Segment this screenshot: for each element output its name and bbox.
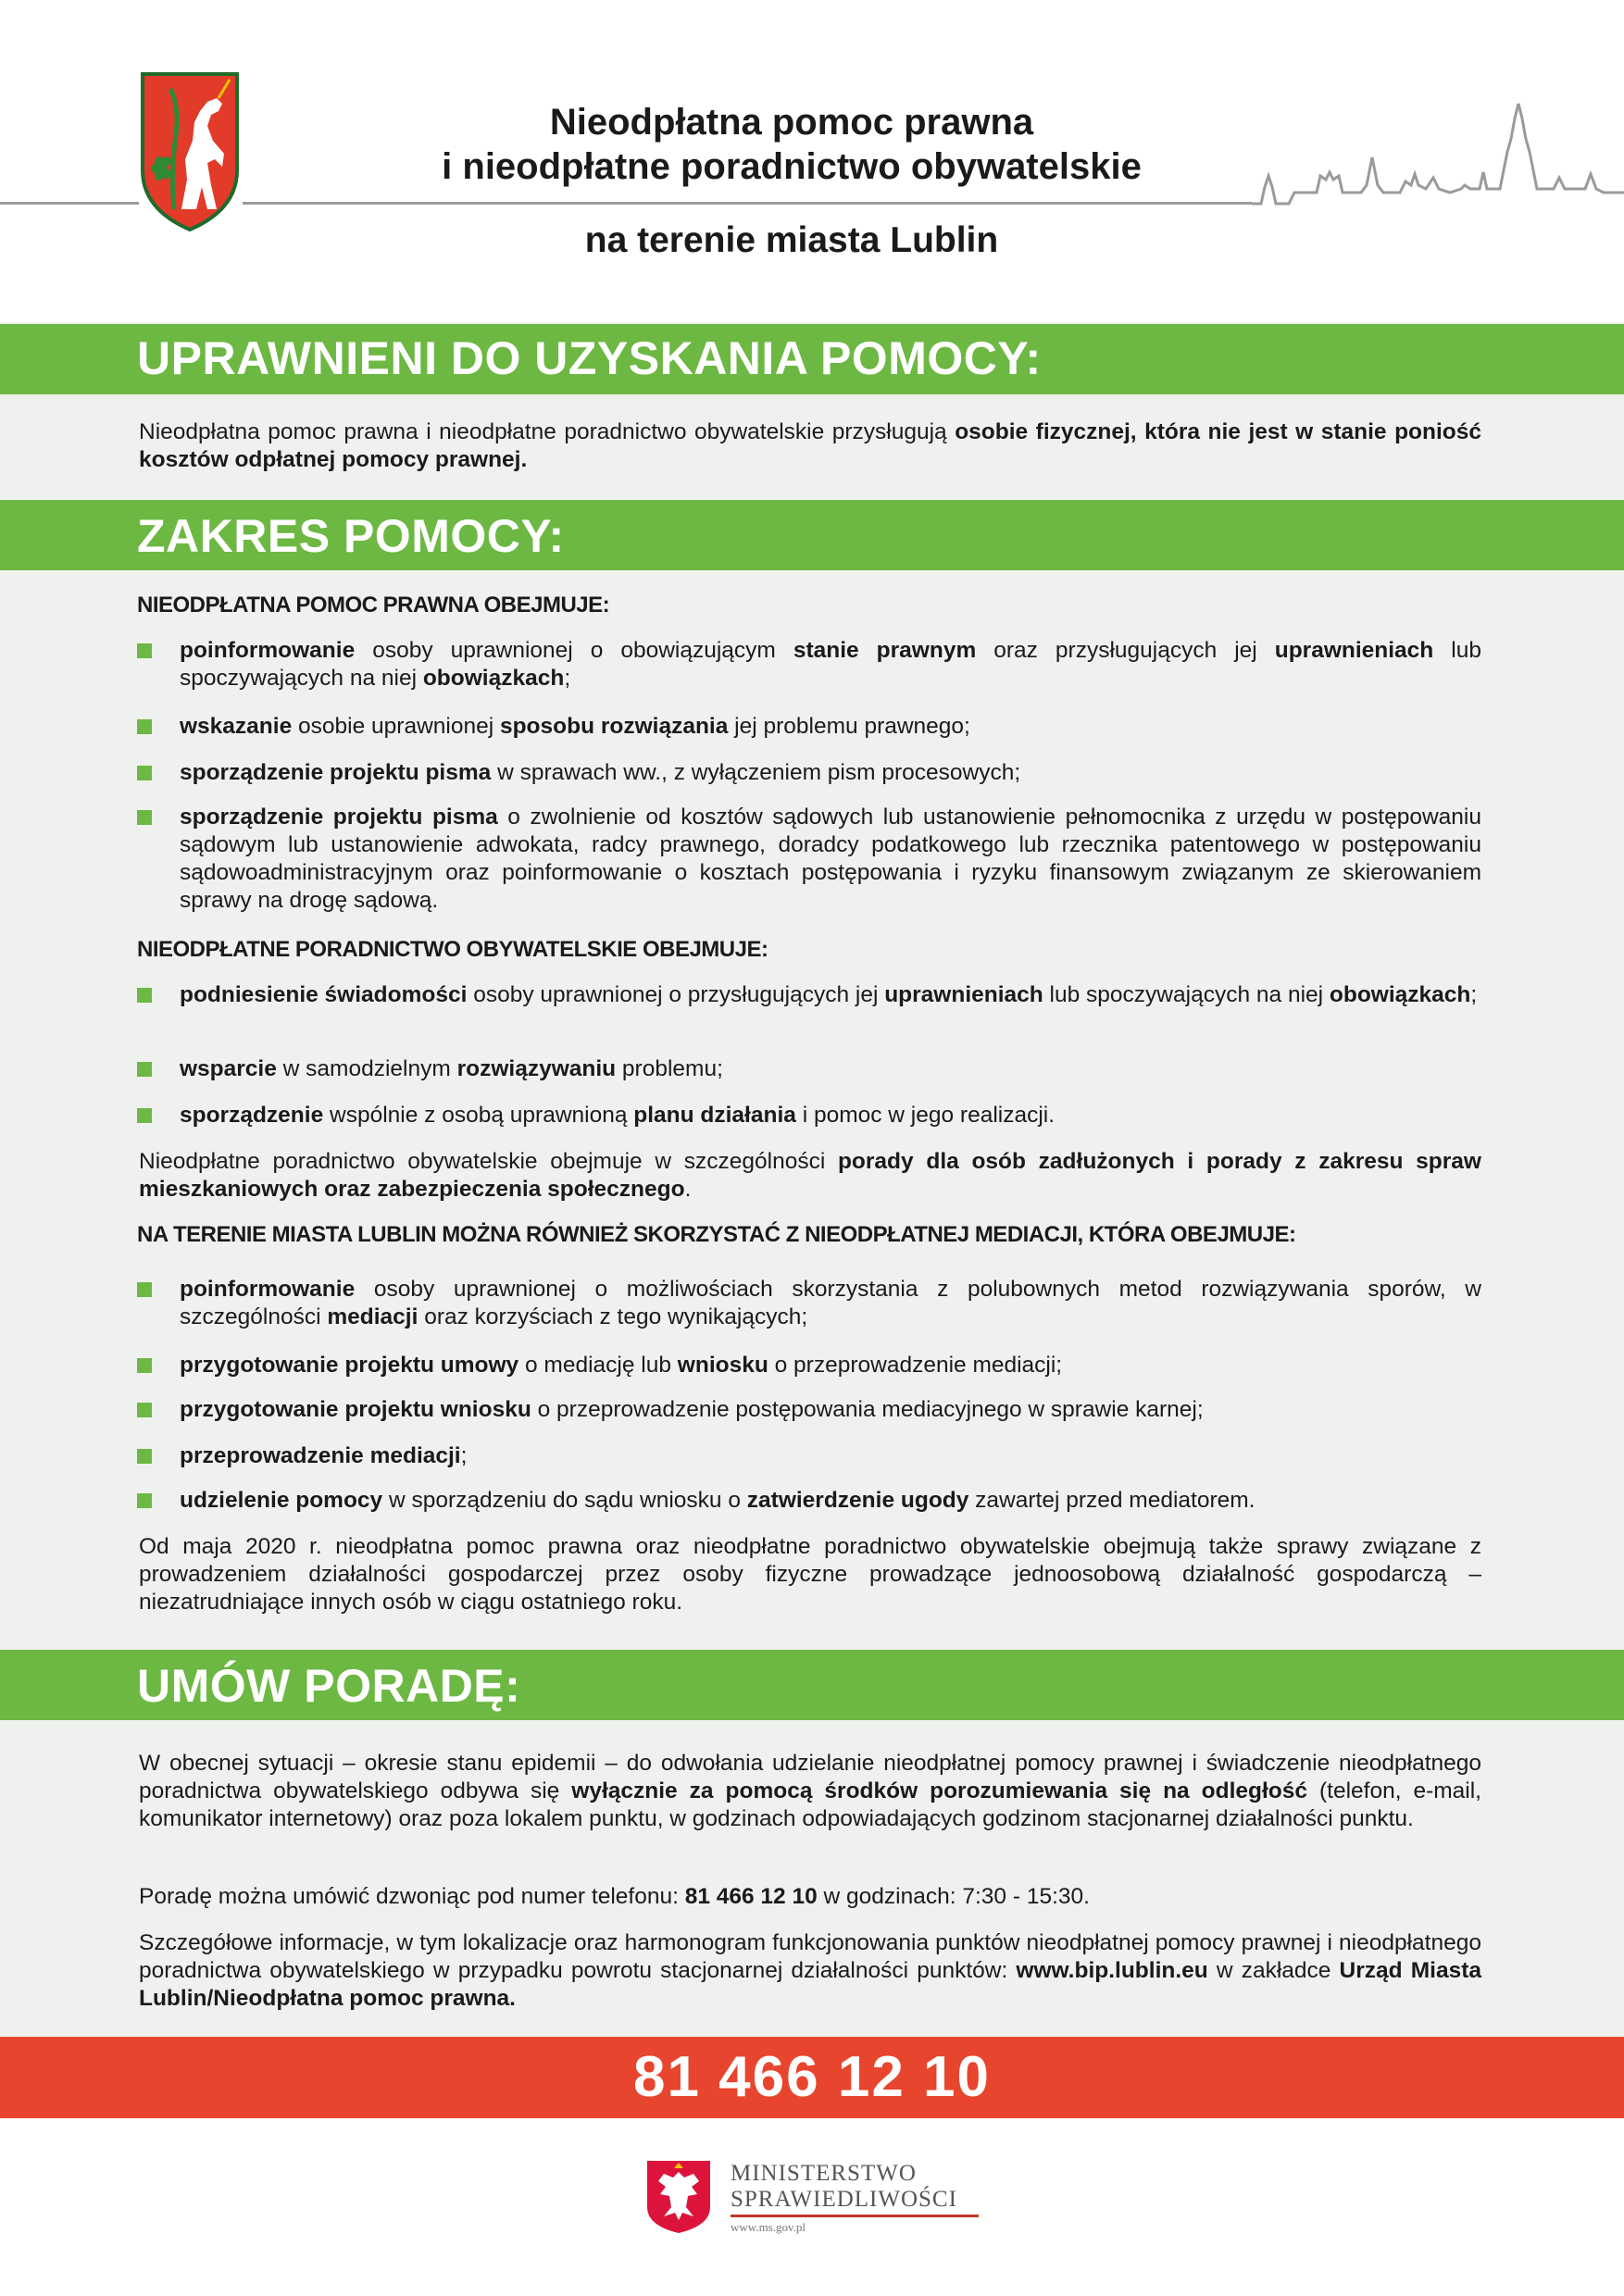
phone-banner (0, 2037, 1624, 2118)
phone-info: Poradę można umówić dzwoniąc pod numer telefonu: 81 466 12 10 w godzinach: 7:30 - 15:30. (139, 1884, 1090, 1909)
bullet-icon (137, 1062, 152, 1077)
section-title: UMÓW PORADĘ: (137, 1660, 521, 1712)
section-bar-scope (0, 500, 1624, 570)
header-rule-left (0, 202, 139, 205)
civic-advice-note: Nieodpłatne poradnictwo obywatelskie obejmuje w szczególności porady dla osób zadłużonych i porady z zakresu spraw mieszkaniowych oraz zabezpieczenia społecznego. (139, 1149, 1481, 1202)
eligibility-text: Nieodpłatna pomoc prawna i nieodpłatne poradnictwo obywatelskie przysługują osobie fizycznej, która nie jest w stanie poniość kosztów odpłatnej pomocy prawnej. (139, 419, 1481, 472)
phone-number[interactable]: 81 466 12 10 (632, 2045, 991, 2109)
bullet-icon (137, 1449, 152, 1464)
bullet-icon (137, 1493, 152, 1508)
polish-eagle-icon (645, 2159, 712, 2235)
section-title: UPRAWNIENI DO UZYSKANIA POMOCY: (137, 332, 1042, 384)
section-bar-appointment (0, 1650, 1624, 1720)
subheading-mediation: NA TERENIE MIASTA LUBLIN MOŻNA RÓWNIEŻ SKORZYSTAĆ Z NIEODPŁATNEJ MEDIACJI, KTÓRA OBEJMUJE: (137, 1222, 1296, 1247)
ministry-logo (645, 2153, 997, 2237)
bullet-icon (137, 1358, 152, 1373)
bullet-icon (137, 810, 152, 825)
section-title: ZAKRES POMOCY: (137, 510, 565, 562)
details-info: Szczegółowe informacje, w tym lokalizacje oraz harmonogram funkcjonowania punktów nieodpłatnej pomocy prawnej i nieodpłatnego poradnictwa obywatelskiego w przypadku powrotu stacjonarnej działalności punktów: www.bip.lublin.eu w zakładce Urząd Miasta Lublin/Nieodpłatna pomoc prawna. (139, 1930, 1481, 2011)
header (0, 0, 1624, 322)
bip-link[interactable]: www.bip.lublin.eu (1016, 1958, 1208, 1983)
subheading-legal-aid: NIEODPŁATNA POMOC PRAWNA OBEJMUJE: (137, 593, 610, 618)
section-bar-eligible (0, 324, 1624, 394)
header-rule (243, 202, 1252, 205)
subheading-civic-advice: NIEODPŁATNE PORADNICTWO OBYWATELSKIE OBEJMUJE: (137, 937, 768, 962)
bullet-icon (137, 1403, 152, 1417)
header-subtitle: na terenie miasta Lublin (584, 220, 999, 260)
business-note: Od maja 2020 r. nieodpłatna pomoc prawna oraz nieodpłatne poradnictwo obywatelskie obejmują także sprawy związane z prowadzeniem działalności gospodarczej przez osoby fizyczne prowadzące jednoosobową działalność gospodarczą – niezatrudniające innych osób w ciągu ostatniego roku. (139, 1534, 1481, 1615)
bullet-icon (137, 1282, 152, 1297)
ministry-name-line1: MINISTERSTWO (731, 2161, 917, 2186)
header-title: Nieodpłatna pomoc prawna i nieodpłatne poradnictwo obywatelskie (442, 102, 1142, 187)
ministry-rule (731, 2215, 979, 2217)
ministry-name-line2: SPRAWIEDLIWOŚCI (731, 2187, 957, 2212)
ministry-url[interactable]: www.ms.gov.pl (731, 2220, 806, 2234)
bullet-icon (137, 988, 152, 1003)
bullet-icon (137, 719, 152, 734)
epidemic-note: W obecnej sytuacji – okresie stanu epidemii – do odwołania udzielanie nieodpłatnej pomocy prawnej i świadczenie nieodpłatnego poradnictwa obywatelskiego odbywa się wyłącznie za pomocą środków porozumiewania się na odległość (telefon, e-mail, komunikator internetowy) oraz poza lokalem punktu, w godzinach odpowiadających godzinom stacjonarnej działalności punktu. (139, 1751, 1481, 1831)
city-skyline-icon (1252, 100, 1624, 207)
lublin-crest-icon (139, 70, 241, 233)
bullet-icon (137, 1108, 152, 1123)
bullet-icon (137, 643, 152, 658)
bullet-icon (137, 766, 152, 780)
